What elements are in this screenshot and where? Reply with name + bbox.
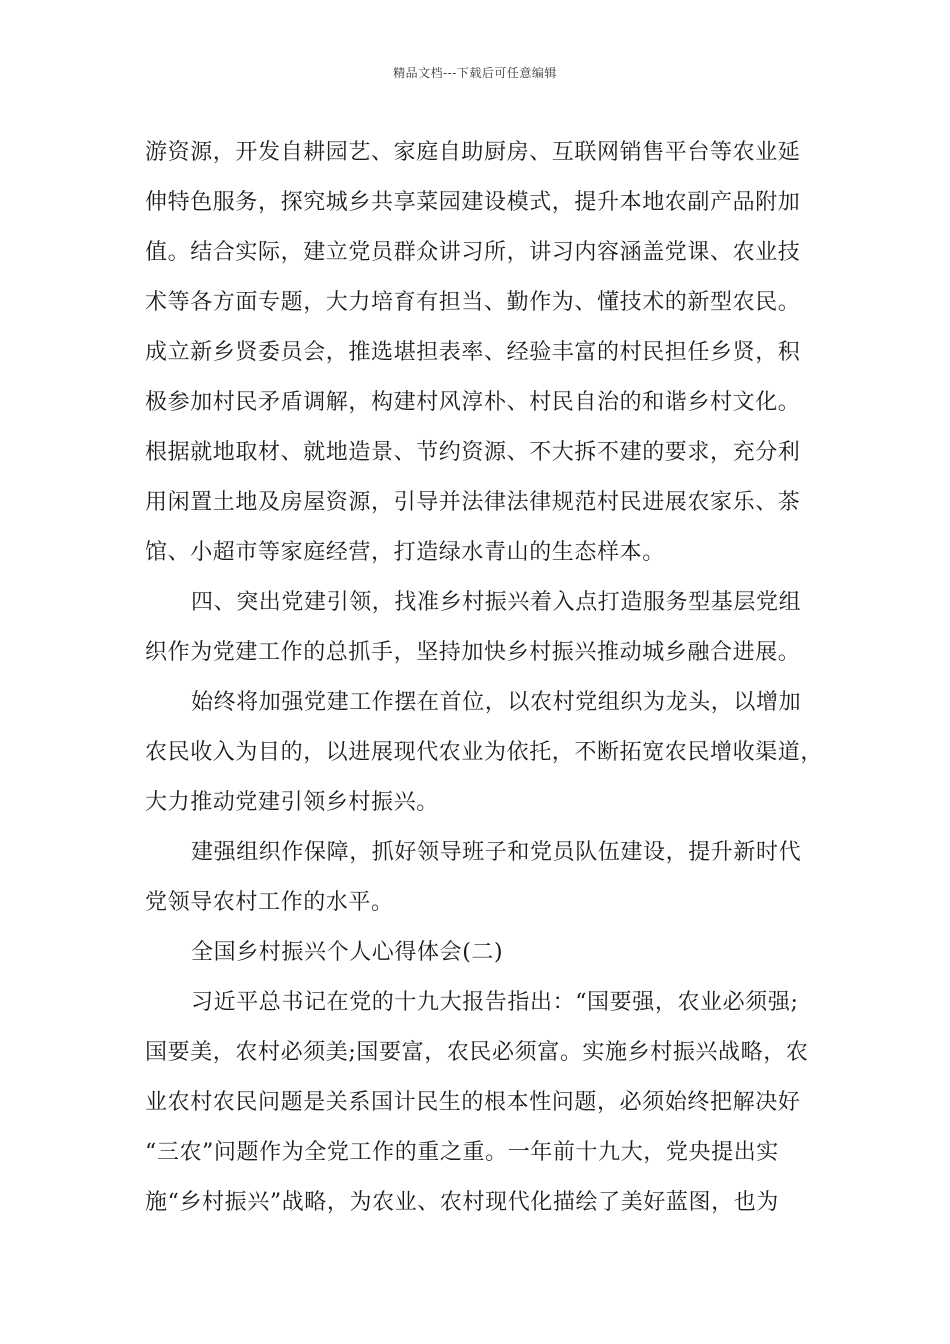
paragraph-start-line: 始终将加强党建工作摆在首位，以农村党组织为龙头，以增加 (191, 690, 802, 715)
text-line: 伸特色服务，探究城乡共享菜园建设模式，提升本地农副产品附加 (145, 190, 801, 215)
text-line: 值。结合实际，建立党员群众讲习所，讲习内容涵盖党课、农业技 (145, 240, 801, 265)
paragraph-start-line: 建强组织作保障，抓好领导班子和党员队伍建设，提升新时代 (191, 840, 802, 865)
text-line: 馆、小超市等家庭经营，打造绿水青山的生态样本。 (145, 540, 665, 565)
document-body (145, 128, 824, 1228)
text-line: 业农村农民问题是关系国计民生的根本性问题，必须始终把解决好 (145, 1090, 801, 1115)
paragraph-start-line: 四、突出党建引领，找准乡村振兴着入点打造服务型基层党组 (191, 590, 802, 615)
text-line: 国要美，农村必须美;国要富，农民必须富。实施乡村振兴战略，农 (145, 1040, 809, 1065)
text-line: “三农”问题作为全党工作的重之重。一年前十九大，党央提出实 (145, 1140, 779, 1165)
text-line: 术等各方面专题，大力培育有担当、勤作为、懂技术的新型农民。 (145, 290, 801, 315)
text-line: 农民收入为目的，以进展现代农业为依托，不断拓宽农民增收渠道， (145, 740, 824, 765)
text-line: 施“乡村振兴”战略，为农业、农村现代化描绘了美好蓝图，也为 (145, 1190, 779, 1215)
text-line: 织作为党建工作的总抓手，坚持加快乡村振兴推动城乡融合进展。 (145, 640, 801, 665)
section-title: 全国乡村振兴个人心得体会(二) (191, 940, 504, 965)
text-line: 成立新乡贤委员会，推选堪担表率、经验丰富的村民担任乡贤，积 (145, 340, 801, 365)
text-line: 大力推动党建引领乡村振兴。 (145, 790, 439, 815)
text-line: 游资源，开发自耕园艺、家庭自助厨房、互联网销售平台等农业延 (145, 140, 801, 165)
text-line: 根据就地取材、就地造景、节约资源、不大拆不建的要求，充分利 (145, 440, 801, 465)
text-line: 党领导农村工作的水平。 (145, 890, 394, 915)
text-line: 极参加村民矛盾调解，构建村风淳朴、村民自治的和谐乡村文化。 (145, 390, 801, 415)
page-header: 精品文档---下载后可任意编辑 (393, 66, 557, 80)
paragraph-start-line: 习近平总书记在党的十九大报告指出：“国要强，农业必须强; (191, 990, 799, 1015)
text-line: 用闲置土地及房屋资源，引导并法律法律规范村民进展农家乐、茶 (145, 490, 801, 515)
